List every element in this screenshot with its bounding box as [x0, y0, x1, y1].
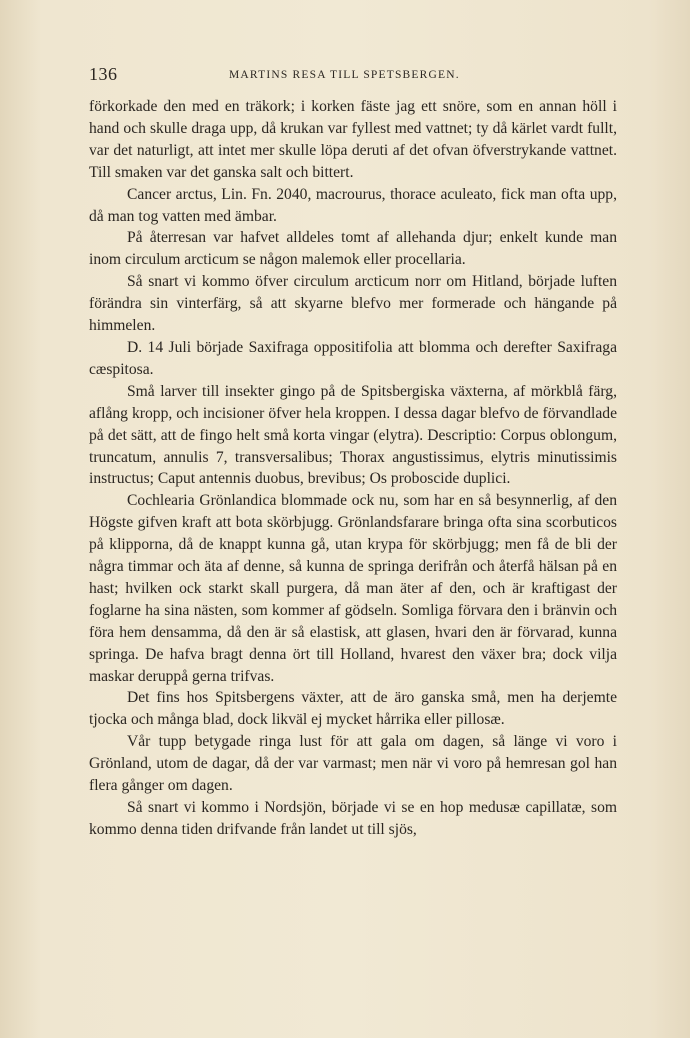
- paragraph-cancer-arctus: Cancer arctus, Lin. Fn. 2040, macrourus, thorace aculeato, fick man ofta upp, då man tog vatten med ämbar.: [89, 185, 617, 225]
- page-number: 136: [89, 64, 118, 84]
- paragraph-continuation: förkorkade den med en träkork; i korken fäste jag ett snöre, som en annan höll i hand och skulle draga upp, då krukan var fyllest med vattnet; ty då kärlet vardt fullt, var det naturligt, att intet mer skulle löpa deruti af det ofvan öfverstrykande vattnet. Till smaken var det ganska salt och bittert.: [89, 98, 617, 181]
- paragraph-cochlearia: Cochlearia Grönlandica blommade ock nu, som har en så besynnerlig, af den Högste gifven kraft att bota skörbjugg. Grönlandsfarare bringa ofta sina scorbuticos på klipporna, då de knappt kunna gå, utan krypa för skörbjugg; men få de bli der några timmar och äta af denne, så kunna de springa derifrån och återfå hälsan på en hast; hvilken ock starkt skall purgera, då man äter af den, och är kraftigast der foglarne ha sina nästen, som kommer af gödseln. Somliga förvara den i bränvin och föra hem densamma, då den är så elastisk, att glasen, hvari den är förvarad, kunna springa. De hafva bragt denna ört till Holland, hvarest den växer bra; dock vilja maskar deruppå gerna trifvas.: [89, 492, 617, 685]
- page-header: [89, 64, 617, 90]
- paragraph-arctic-circle: Så snart vi kommo öfver circulum arcticum norr om Hitland, började luften förändra sin vinterfärg, så att skyarne blefvo mer formerade och hängande på himmelen.: [89, 273, 617, 335]
- paragraph-rooster: Vår tupp betygade ringa lust för att gala om dagen, så länge vi voro i Grönland, utom de dagar, då der var varmast; men när vi voro på hemresan gol han flera gånger om dagen.: [89, 733, 617, 795]
- paragraph-larvae: Små larver till insekter gingo på de Spitsbergiska växterna, af mörkblå färg, aflång kropp, och incisioner öfver hela kroppen. I dessa dagar blefvo de förvandlade på det sätt, att de fingo helt små korta vingar (elytra). Descriptio: Corpus oblongum, truncatum, annulis 7, transversalibus; Thorax angustissimus, elytris minutissimis instructus; Caput antennis duobus, brevibus; Os proboscide duplici.: [89, 382, 617, 488]
- running-head: MARTINS RESA TILL SPETSBERGEN.: [229, 69, 460, 81]
- paragraph-north-sea: Så snart vi kommo i Nordsjön, började vi se en hop medusæ capillatæ, som kommo denna tiden drifvande från landet ut till sjös,: [89, 799, 617, 838]
- paragraph-return-voyage: På återresan var hafvet alldeles tomt af allehanda djur; enkelt kunde man inom circulum arcticum se någon malemok eller procellaria.: [89, 229, 617, 269]
- body-text: [89, 96, 617, 841]
- paragraph-saxifraga: D. 14 Juli började Saxifraga oppositifolia att blomma och derefter Saxifraga cæspitosa.: [89, 338, 617, 378]
- paragraph-plants: Det fins hos Spitsbergens växter, att de äro ganska små, men ha derjemte tjocka och många blad, dock likväl ej mycket hårrika eller pillosæ.: [89, 689, 617, 729]
